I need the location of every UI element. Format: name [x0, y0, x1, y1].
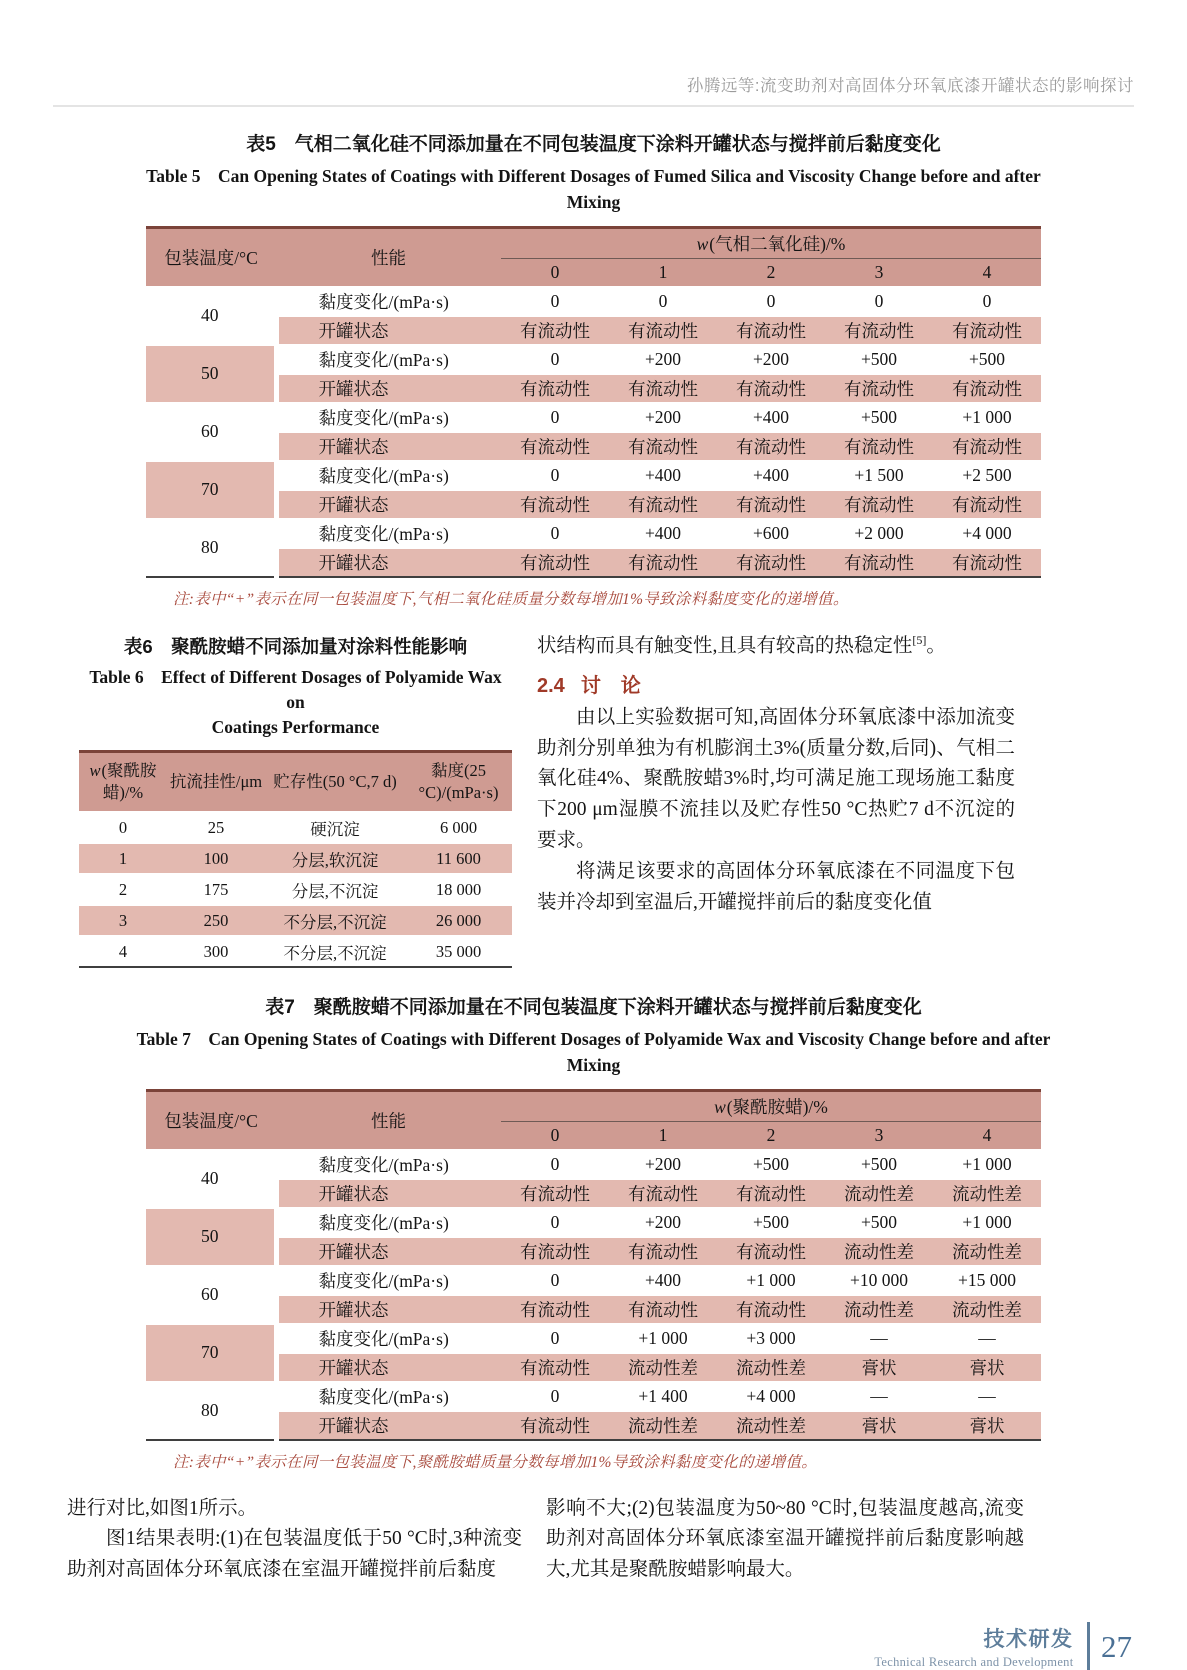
value-cell: +400 [717, 403, 825, 432]
state-cell: 有流动性 [501, 316, 609, 345]
state-cell: 有流动性 [501, 1237, 609, 1266]
row-label: 黏度变化/(mPa·s) [276, 1266, 501, 1295]
table-row [79, 843, 512, 874]
dosage-header: 0 [501, 258, 609, 287]
closing-left-column [67, 1494, 522, 1586]
state-cell: 有流动性 [933, 548, 1041, 577]
state-cell: 有流动性 [825, 432, 933, 461]
value-cell: +3 000 [717, 1324, 825, 1353]
value-cell: 4 [79, 936, 167, 967]
state-cell: 有流动性 [501, 1353, 609, 1382]
closing-paragraph-1: 进行对比,如图1所示。 [67, 1497, 258, 1519]
table5-group-header [501, 227, 1041, 258]
row-label: 黏度变化/(mPa·s) [276, 1382, 501, 1411]
temp-cell: 50 [146, 345, 276, 403]
value-cell: +10 000 [825, 1266, 933, 1295]
row-label: 开罐状态 [276, 548, 501, 577]
temp-cell: 80 [146, 1382, 276, 1440]
table7-zone [53, 992, 1134, 1472]
value-cell: +15 000 [933, 1266, 1041, 1295]
section-number: 2.4 [537, 674, 565, 697]
value-cell: +600 [717, 519, 825, 548]
table-row [79, 812, 512, 843]
closing-right-column [546, 1494, 1024, 1586]
state-cell: 有流动性 [609, 374, 717, 403]
temp-cell: 40 [146, 287, 276, 345]
state-cell: 有流动性 [717, 1237, 825, 1266]
value-cell: 0 [501, 519, 609, 548]
state-cell: 有流动性 [609, 548, 717, 577]
table6 [79, 750, 512, 969]
table6-caption-en [79, 665, 512, 741]
row-label: 开罐状态 [276, 1353, 501, 1382]
closing-columns [53, 1494, 1134, 1586]
value-cell: 25 [167, 812, 265, 843]
table6-col2: 抗流挂性/μm [167, 751, 265, 812]
dosage-header: 1 [609, 258, 717, 287]
state-cell: 膏状 [825, 1353, 933, 1382]
value-cell: 1 [79, 843, 167, 874]
w-symbol: w [696, 233, 709, 254]
value-cell: 0 [501, 461, 609, 490]
state-cell: 有流动性 [501, 374, 609, 403]
table7-col-temp: 包装温度/°C [146, 1090, 276, 1150]
dosage-header: 1 [609, 1121, 717, 1150]
table7-note: 注:表中“+”表示在同一包装温度下,聚酰胺蜡质量分数每增加1%导致涂料黏度变化的递增值。 [173, 1453, 818, 1471]
value-cell: 0 [933, 287, 1041, 316]
dosage-header: 2 [717, 258, 825, 287]
value-cell: +1 000 [933, 403, 1041, 432]
state-cell: 流动性差 [609, 1411, 717, 1440]
table5-col-temp: 包装温度/°C [146, 227, 276, 287]
value-cell: +400 [609, 461, 717, 490]
value-cell: +400 [609, 1266, 717, 1295]
value-cell: +500 [825, 403, 933, 432]
row-label: 开罐状态 [276, 1179, 501, 1208]
state-cell: 有流动性 [717, 1179, 825, 1208]
value-cell: 硬沉淀 [265, 812, 405, 843]
state-cell: 膏状 [825, 1411, 933, 1440]
value-cell: +1 400 [609, 1382, 717, 1411]
row-label: 开罐状态 [276, 490, 501, 519]
state-cell: 有流动性 [609, 432, 717, 461]
state-cell: 有流动性 [609, 490, 717, 519]
row-label: 黏度变化/(mPa·s) [276, 403, 501, 432]
temp-cell: 60 [146, 403, 276, 461]
value-cell: — [933, 1382, 1041, 1411]
state-cell: 有流动性 [933, 432, 1041, 461]
value-cell: +500 [933, 345, 1041, 374]
value-cell: +200 [717, 345, 825, 374]
state-cell: 有流动性 [717, 432, 825, 461]
value-cell: 不分层,不沉淀 [265, 936, 405, 967]
table7-group-header [501, 1090, 1041, 1121]
value-cell: +2 500 [933, 461, 1041, 490]
value-cell: — [825, 1324, 933, 1353]
footer-section [874, 1623, 1073, 1670]
state-cell: 有流动性 [609, 1295, 717, 1324]
value-cell: +500 [825, 345, 933, 374]
value-cell: +1 000 [717, 1266, 825, 1295]
table5-note: 注:表中“+”表示在同一包装温度下,气相二氧化硅质量分数每增加1%导致涂料黏度变化的递增值。 [173, 590, 849, 608]
middle-columns [53, 631, 1134, 969]
state-cell: 流动性差 [825, 1179, 933, 1208]
row-label: 开罐状态 [276, 432, 501, 461]
state-cell: 膏状 [933, 1353, 1041, 1382]
row-label: 开罐状态 [276, 316, 501, 345]
row-label: 黏度变化/(mPa·s) [276, 1324, 501, 1353]
temp-cell: 70 [146, 461, 276, 519]
value-cell: 0 [501, 1266, 609, 1295]
value-cell: 26 000 [405, 905, 512, 936]
value-cell: — [825, 1382, 933, 1411]
table5-caption-zh: 表5 气相二氧化硅不同添加量在不同包装温度下涂料开罐状态与搅拌前后黏度变化 [246, 134, 941, 155]
state-cell: 有流动性 [501, 432, 609, 461]
value-cell: +200 [609, 1150, 717, 1179]
state-cell: 流动性差 [717, 1411, 825, 1440]
w-symbol: w [89, 760, 101, 780]
table6-col4: 黏度(25 °C)/(mPa·s) [405, 751, 512, 812]
dosage-header: 2 [717, 1121, 825, 1150]
carryover-text: 状结构而具有触变性,且具有较高的热稳定性 [537, 635, 913, 656]
state-cell: 流动性差 [717, 1353, 825, 1382]
value-cell: 11 600 [405, 843, 512, 874]
value-cell: +1 000 [609, 1324, 717, 1353]
closing-paragraph-2: 图1结果表明:(1)在包装温度低于50 °C时,3种流变助剂对高固体分环氧底漆在室温开罐搅拌前后黏度 [67, 1528, 522, 1581]
table5 [146, 226, 1041, 578]
temp-cell: 50 [146, 1208, 276, 1266]
footer-section-en: Technical Research and Development [874, 1654, 1074, 1669]
value-cell: 0 [825, 287, 933, 316]
value-cell: 0 [717, 287, 825, 316]
table7-col-perf: 性能 [276, 1090, 501, 1150]
state-cell: 流动性差 [609, 1353, 717, 1382]
table6-col1 [79, 751, 167, 812]
discussion-paragraph-1: 由以上实验数据可知,高固体分环氧底漆中添加流变助剂分别单独为有机膨润土3%(质量分数,后同)、气相二氧化硅4%、聚酰胺蜡3%时,均可满足施工现场施工黏度下200 μm湿膜不流挂以及贮存性50 °C热贮7 d不沉淀的要求。 [537, 706, 1015, 851]
row-label: 黏度变化/(mPa·s) [276, 1208, 501, 1237]
state-cell: 有流动性 [717, 548, 825, 577]
value-cell: +4 000 [717, 1382, 825, 1411]
value-cell: +1 500 [825, 461, 933, 490]
value-cell: 250 [167, 905, 265, 936]
table6-caption-en-line1: Table 6 Effect of Different Dosages of Polyamide Wax on [89, 666, 502, 712]
state-cell: 有流动性 [825, 548, 933, 577]
value-cell: +400 [717, 461, 825, 490]
dosage-header: 3 [825, 258, 933, 287]
footer-divider [1087, 1622, 1091, 1670]
value-cell: +200 [609, 1208, 717, 1237]
value-cell: +500 [717, 1208, 825, 1237]
value-cell: +1 000 [933, 1208, 1041, 1237]
value-cell: 100 [167, 843, 265, 874]
discussion-paragraph-2: 将满足该要求的高固体分环氧底漆在不同温度下包装并冷却到室温后,开罐搅拌前后的黏度变化值 [537, 860, 1015, 913]
value-cell: 18 000 [405, 874, 512, 905]
dosage-header: 4 [933, 258, 1041, 287]
value-cell: 分层,软沉淀 [265, 843, 405, 874]
state-cell: 膏状 [933, 1411, 1041, 1440]
state-cell: 有流动性 [933, 490, 1041, 519]
value-cell: 6 000 [405, 812, 512, 843]
table7-caption-zh: 表7 聚酰胺蜡不同添加量在不同包装温度下涂料开罐状态与搅拌前后黏度变化 [265, 997, 922, 1019]
table5-group-label: (气相二氧化硅)/% [709, 233, 846, 254]
w-symbol: w [714, 1096, 726, 1117]
temp-cell: 40 [146, 1150, 276, 1208]
state-cell: 有流动性 [717, 490, 825, 519]
table5-caption-en-line1: Table 5 Can Opening States of Coatings with Different Dosages of Fumed Silica and Viscosity Change before and after [146, 166, 1041, 186]
state-cell: 有流动性 [717, 374, 825, 403]
table6-caption-en-line2: Coatings Performance [211, 717, 380, 738]
table-row [79, 905, 512, 936]
dosage-header: 3 [825, 1121, 933, 1150]
row-label: 黏度变化/(mPa·s) [276, 1150, 501, 1179]
table5-caption-en-line2: Mixing [566, 192, 621, 213]
state-cell: 有流动性 [501, 1179, 609, 1208]
state-cell: 有流动性 [609, 316, 717, 345]
value-cell: +400 [609, 519, 717, 548]
state-cell: 流动性差 [825, 1237, 933, 1266]
value-cell: 分层,不沉淀 [265, 874, 405, 905]
table-row [79, 936, 512, 967]
state-cell: 有流动性 [825, 490, 933, 519]
value-cell: +2 000 [825, 519, 933, 548]
value-cell: +500 [717, 1150, 825, 1179]
table5-caption-en [53, 163, 1134, 216]
table7-caption-en [53, 1026, 1134, 1079]
table7 [146, 1089, 1041, 1441]
page-footer [53, 1622, 1134, 1670]
value-cell: 0 [501, 1208, 609, 1237]
row-label: 黏度变化/(mPa·s) [276, 519, 501, 548]
row-label: 开罐状态 [276, 1295, 501, 1324]
value-cell: 35 000 [405, 936, 512, 967]
state-cell: 有流动性 [501, 1295, 609, 1324]
running-head: 孙腾远等:流变助剂对高固体分环氧底漆开罐状态的影响探讨 [53, 72, 1134, 107]
value-cell: 300 [167, 936, 265, 967]
left-column [79, 631, 512, 969]
page-number: 27 [1101, 1628, 1132, 1664]
carryover-paragraph [537, 631, 1015, 662]
value-cell: +1 000 [933, 1150, 1041, 1179]
value-cell: 0 [501, 1382, 609, 1411]
state-cell: 有流动性 [717, 1295, 825, 1324]
footer-section-zh: 技术研发 [983, 1627, 1074, 1651]
row-label: 开罐状态 [276, 1411, 501, 1440]
row-label: 黏度变化/(mPa·s) [276, 345, 501, 374]
value-cell: +500 [825, 1208, 933, 1237]
state-cell: 有流动性 [933, 316, 1041, 345]
table6-col3: 贮存性(50 °C,7 d) [265, 751, 405, 812]
row-label: 黏度变化/(mPa·s) [276, 461, 501, 490]
section-title: 讨 论 [580, 674, 641, 697]
table7-group-label: (聚酰胺蜡)/% [726, 1096, 828, 1117]
value-cell: +200 [609, 403, 717, 432]
state-cell: 有流动性 [933, 374, 1041, 403]
state-cell: 有流动性 [825, 374, 933, 403]
value-cell: 0 [501, 345, 609, 374]
value-cell: — [933, 1324, 1041, 1353]
reference-marker: [5] [912, 632, 927, 647]
value-cell: 0 [501, 287, 609, 316]
table5-col-perf: 性能 [276, 227, 501, 287]
value-cell: 0 [501, 1150, 609, 1179]
value-cell: 2 [79, 874, 167, 905]
closing-paragraph-3: 影响不大;(2)包装温度为50~80 °C时,包装温度越高,流变助剂对高固体分环氧底漆室温开罐搅拌前后黏度影响越大,尤其是聚酰胺蜡影响最大。 [546, 1497, 1024, 1581]
section-heading [537, 669, 1015, 698]
value-cell: +500 [825, 1150, 933, 1179]
state-cell: 流动性差 [933, 1179, 1041, 1208]
state-cell: 有流动性 [501, 548, 609, 577]
value-cell: 3 [79, 905, 167, 936]
state-cell: 有流动性 [717, 316, 825, 345]
right-column [537, 631, 1015, 969]
state-cell: 流动性差 [933, 1295, 1041, 1324]
state-cell: 有流动性 [825, 316, 933, 345]
state-cell: 有流动性 [609, 1179, 717, 1208]
row-label: 开罐状态 [276, 1237, 501, 1266]
value-cell: +4 000 [933, 519, 1041, 548]
state-cell: 有流动性 [501, 1411, 609, 1440]
carryover-period: 。 [926, 635, 946, 656]
value-cell: 0 [501, 403, 609, 432]
value-cell: 175 [167, 874, 265, 905]
table6-caption-zh: 表6 聚酰胺蜡不同添加量对涂料性能影响 [123, 635, 468, 657]
value-cell: 0 [609, 287, 717, 316]
state-cell: 流动性差 [825, 1295, 933, 1324]
table-row [79, 874, 512, 905]
temp-cell: 60 [146, 1266, 276, 1324]
temp-cell: 70 [146, 1324, 276, 1382]
state-cell: 流动性差 [933, 1237, 1041, 1266]
table7-caption-en-line1: Table 7 Can Opening States of Coatings with Different Dosages of Polyamide Wax and Viscosity Change before and after [136, 1029, 1051, 1050]
dosage-header: 0 [501, 1121, 609, 1150]
value-cell: 0 [79, 812, 167, 843]
value-cell: +200 [609, 345, 717, 374]
state-cell: 有流动性 [501, 490, 609, 519]
row-label: 开罐状态 [276, 374, 501, 403]
value-cell: 不分层,不沉淀 [265, 905, 405, 936]
value-cell: 0 [501, 1324, 609, 1353]
state-cell: 有流动性 [609, 1237, 717, 1266]
dosage-header: 4 [933, 1121, 1041, 1150]
table7-caption-en-line2: Mixing [566, 1055, 621, 1076]
temp-cell: 80 [146, 519, 276, 577]
row-label: 黏度变化/(mPa·s) [276, 287, 501, 316]
table6-col1-label: (聚酰胺蜡)/% [101, 760, 157, 802]
